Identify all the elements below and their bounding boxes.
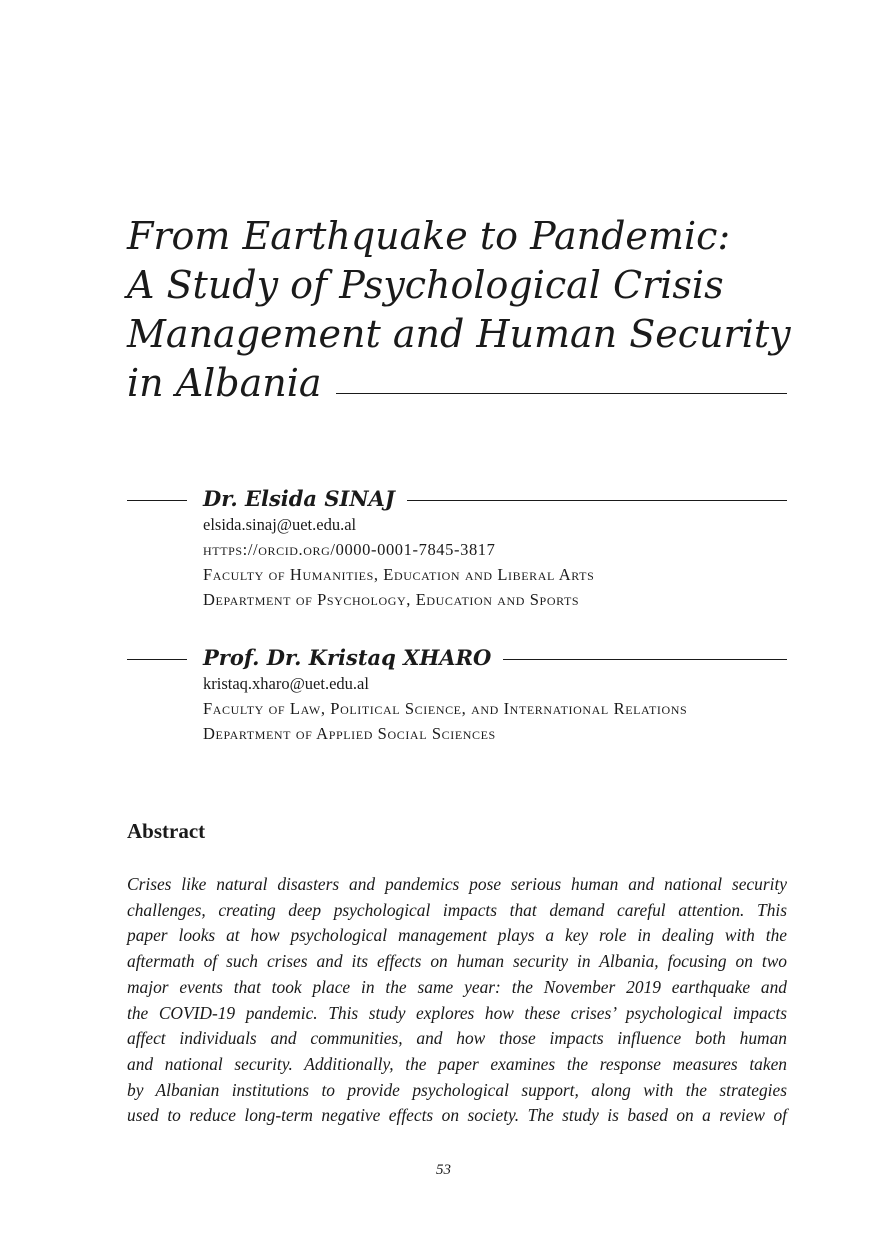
abstract-line: Crises like natural disasters and pandemics pose serious human and national security bbox=[127, 874, 787, 894]
title-divider-rule bbox=[336, 393, 787, 394]
author-2-faculty: Faculty of Law, Political Science, and International Relations bbox=[203, 699, 688, 718]
author-1-details bbox=[203, 512, 787, 612]
author-2-department: Department of Applied Social Sciences bbox=[203, 724, 496, 743]
author-1-email[interactable]: elsida.sinaj@uet.edu.al bbox=[203, 515, 357, 534]
author-1-department: Department of Psychology, Education and Sports bbox=[203, 590, 580, 609]
title-line-4-container bbox=[127, 359, 787, 408]
title-line-2: A Study of Psychological Crisis bbox=[127, 263, 724, 307]
abstract-heading: Abstract bbox=[127, 819, 206, 843]
abstract-line: aftermath of such crises and its effects on human security in Albania, focusing on two bbox=[127, 951, 787, 972]
abstract-line: used to reduce long-term negative effects on society. The study is based on a review of bbox=[127, 1105, 787, 1126]
paper-title bbox=[127, 212, 791, 408]
author-block-1 bbox=[127, 486, 787, 612]
author-1-heading bbox=[127, 486, 787, 512]
author-1-faculty: Faculty of Humanities, Education and Liberal Arts bbox=[203, 565, 595, 584]
author-2-email[interactable]: kristaq.xharo@uet.edu.al bbox=[203, 674, 369, 693]
title-line-3: Management and Human Security bbox=[127, 312, 791, 356]
author-block-2 bbox=[127, 645, 787, 746]
author-2-name: Prof. Dr. Kristaq XHARO bbox=[203, 645, 492, 670]
abstract-line: and national security. Additionally, the paper examines the response measures taken bbox=[127, 1053, 787, 1074]
author-2-details bbox=[203, 671, 787, 746]
title-line-1: From Earthquake to Pandemic: bbox=[127, 214, 731, 258]
author-1-lead-rule bbox=[127, 500, 187, 501]
abstract-line: affect individuals and communities, and how those impacts influence both human bbox=[127, 1028, 787, 1049]
author-2-trail-rule bbox=[503, 659, 787, 660]
author-1-trail-rule bbox=[407, 500, 787, 501]
abstract-line: major events that took place in the same year: the November 2019 earthquake and bbox=[127, 976, 787, 997]
abstract-line: the COVID-19 pandemic. This study explores how these crises’ psychological impacts bbox=[127, 1002, 787, 1023]
author-1-name: Dr. Elsida SINAJ bbox=[203, 486, 395, 511]
author-2-lead-rule bbox=[127, 659, 187, 660]
title-line-4: in Albania bbox=[127, 361, 322, 405]
abstract-body bbox=[127, 872, 787, 1129]
author-2-heading bbox=[127, 645, 787, 671]
abstract-line: challenges, creating deep psychological impacts that demand careful attention. This bbox=[127, 899, 787, 920]
page-number: 53 bbox=[436, 1162, 451, 1178]
abstract-line: paper looks at how psychological management plays a key role in dealing with the bbox=[127, 925, 787, 946]
abstract-line: by Albanian institutions to provide psychological support, along with the strategies bbox=[127, 1079, 787, 1100]
author-1-orcid[interactable]: https://orcid.org/0000-0001-7845-3817 bbox=[203, 540, 496, 559]
